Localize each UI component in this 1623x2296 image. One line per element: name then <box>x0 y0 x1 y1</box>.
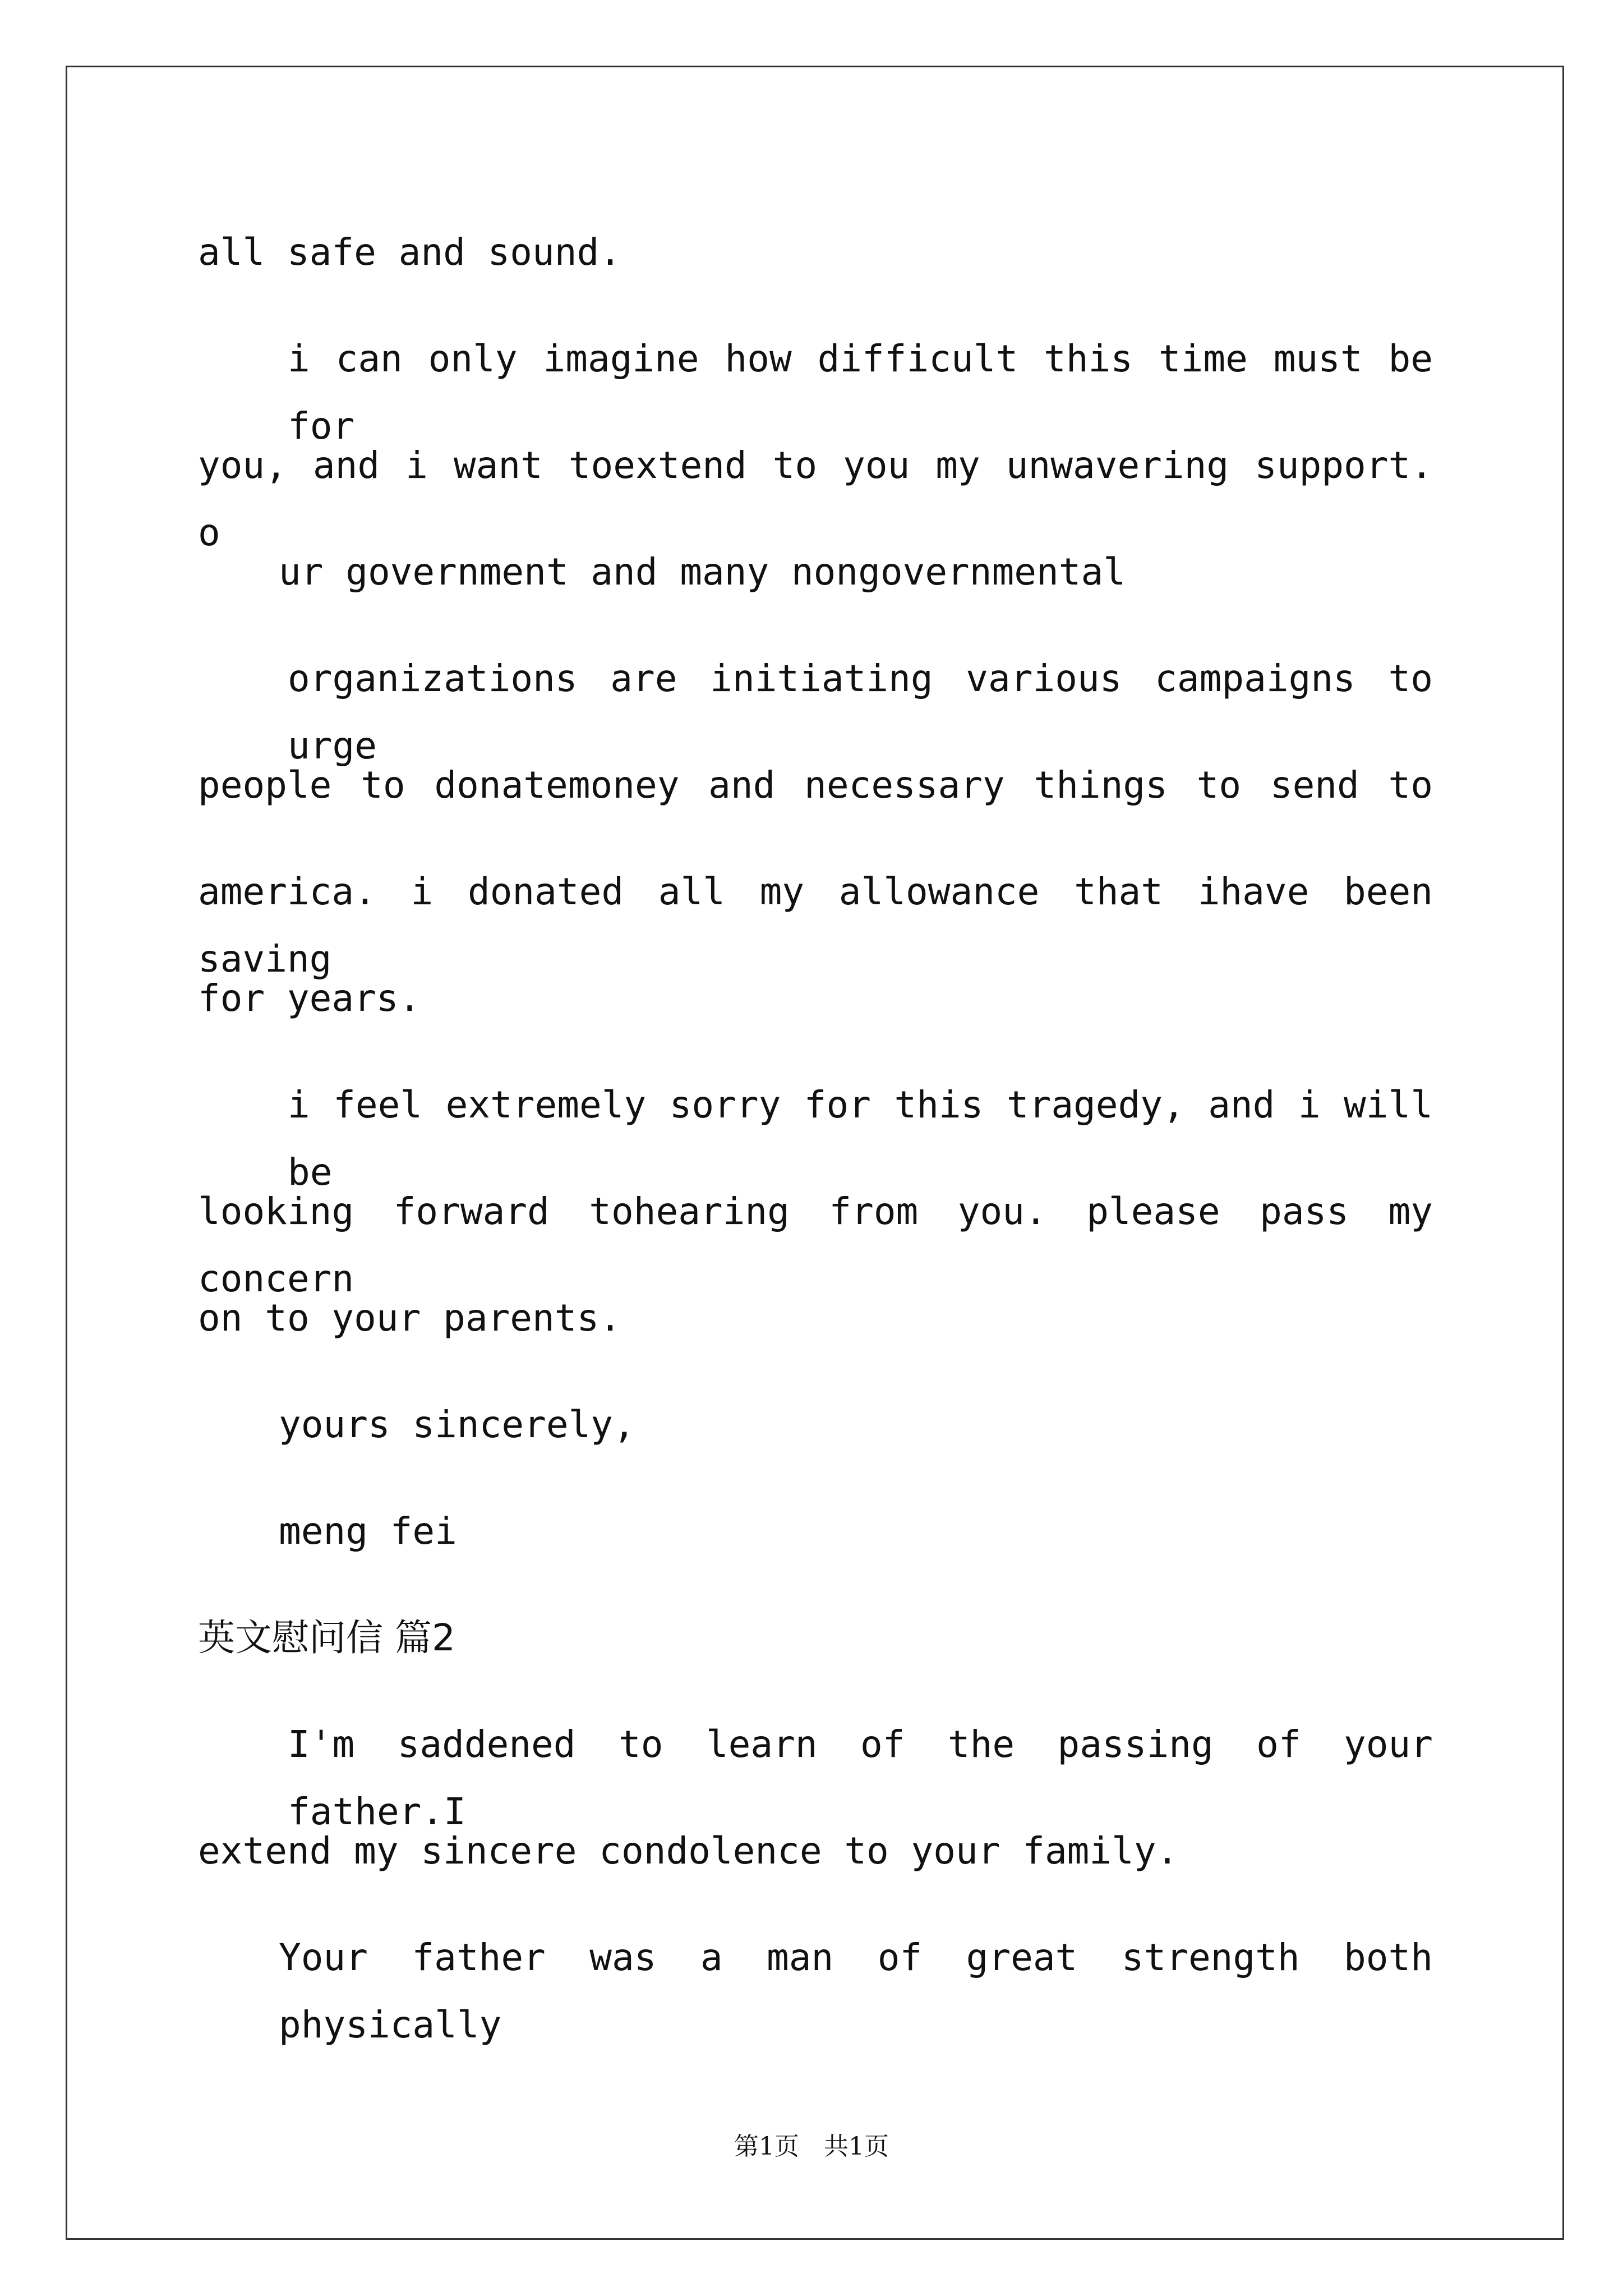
section-heading: 英文慰问信 篇2 <box>198 1616 455 1659</box>
text-line: Your father was a man of great strength both physically <box>279 1936 1433 2046</box>
text-line: people to donatemoney and necessary things to send to <box>198 763 1433 807</box>
text-line: organizations are initiating various campaigns to urge <box>288 657 1433 767</box>
text-line: all safe and sound. <box>198 231 621 274</box>
text-line: for years. <box>198 977 421 1020</box>
text-line: america. i donated all my allowance that ihave been saving <box>198 870 1433 981</box>
closing-line: yours sincerely, <box>279 1403 635 1446</box>
page-number: 第1页 共1页 <box>734 2132 889 2161</box>
text-line: looking forward tohearing from you. please pass my concern <box>198 1190 1433 1300</box>
text-line: ur government and many nongovernmental <box>279 550 1126 593</box>
text-line: i feel extremely sorry for this tragedy, and i will be <box>288 1083 1433 1194</box>
text-line: extend my sincere condolence to your family. <box>198 1829 1179 1872</box>
text-line: i can only imagine how difficult this time must be for <box>288 337 1433 448</box>
text-line: you, and i want toextend to you my unwavering support. o <box>198 444 1433 554</box>
text-line: on to your parents. <box>198 1296 621 1340</box>
text-line: I'm saddened to learn of the passing of your father.I <box>288 1723 1433 1833</box>
signature-line: meng fei <box>279 1510 457 1553</box>
